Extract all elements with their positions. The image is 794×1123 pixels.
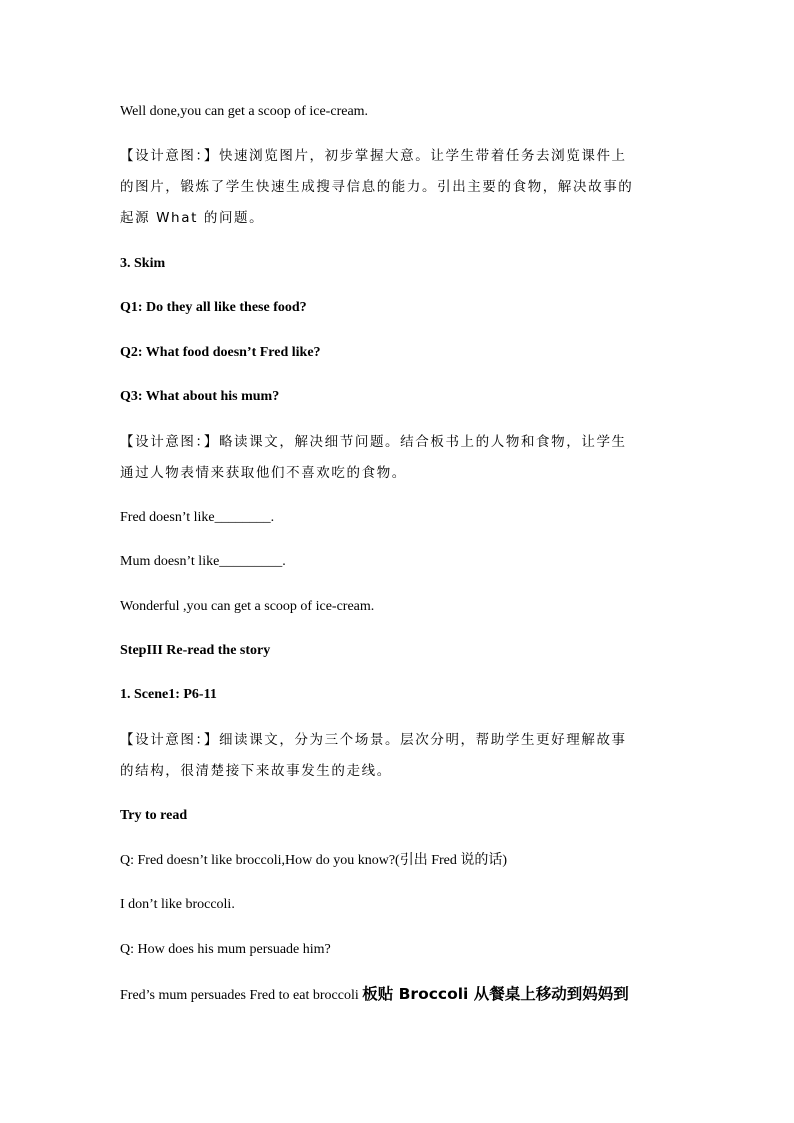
question-q3: Q3: What about his mum?: [120, 389, 280, 404]
scene-heading: 1. Scene1: P6-11: [120, 687, 217, 702]
answer-broccoli: I don’t like broccoli.: [120, 897, 235, 912]
section-heading-skim: 3. Skim: [120, 256, 166, 271]
persuade-line: [120, 985, 629, 1005]
question-broccoli: Q: Fred doesn’t like broccoli,How do you know?(引出 Fred 说的话): [120, 853, 508, 868]
fill-blank-fred: Fred doesn’t like________.: [120, 510, 275, 525]
design-intent-1-line-1: 【设计意图：】快速浏览图片，初步掌握大意。让学生带着任务去浏览课件上: [120, 148, 627, 164]
design-intent-3-line-2: 的结构，很清楚接下来故事发生的走线。: [120, 763, 392, 779]
praise-line-1: Well done,you can get a scoop of ice-cream.: [120, 104, 369, 119]
board-note: 板贴 Broccoli 从餐桌上移动到妈妈到: [362, 985, 629, 1003]
question-q2: Q2: What food doesn’t Fred like?: [120, 345, 321, 360]
design-intent-2-line-1: 【设计意图：】略读课文，解决细节问题。结合板书上的人物和食物，让学生: [120, 434, 627, 450]
design-intent-3-line-1: 【设计意图：】细读课文，分为三个场景。层次分明，帮助学生更好理解故事: [120, 732, 627, 748]
persuade-text: Fred’s mum persuades Fred to eat broccoli: [120, 988, 359, 1003]
design-intent-1-line-3: 起源 What 的问题。: [120, 210, 265, 226]
design-intent-1-line-2: 的图片，锻炼了学生快速生成搜寻信息的能力。引出主要的食物，解决故事的: [120, 179, 634, 195]
step-heading: StepIII Re-read the story: [120, 643, 271, 658]
design-intent-2-line-2: 通过人物表情来获取他们不喜欢吃的食物。: [120, 465, 407, 481]
question-persuade: Q: How does his mum persuade him?: [120, 942, 331, 957]
try-to-read-heading: Try to read: [120, 808, 188, 823]
fill-blank-mum: Mum doesn’t like_________.: [120, 554, 286, 569]
praise-line-2: Wonderful ,you can get a scoop of ice-cream.: [120, 599, 375, 614]
question-q1: Q1: Do they all like these food?: [120, 300, 307, 315]
